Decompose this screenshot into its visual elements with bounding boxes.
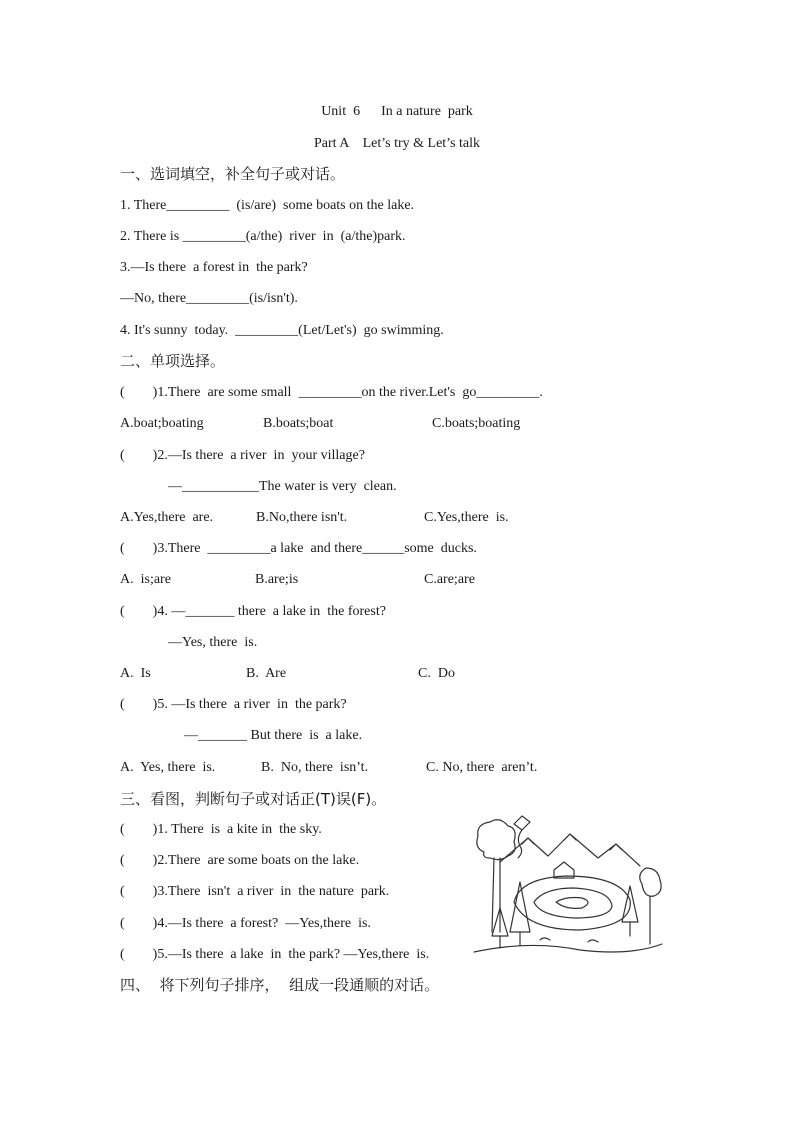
s2-q3-option-c: C.are;are	[424, 572, 475, 587]
s2-q4-answer-line: —Yes, there is.	[168, 635, 258, 650]
section-2-heading: 二、单项选择。	[120, 352, 226, 370]
s2-q2-option-c: C.Yes,there is.	[424, 510, 509, 525]
s1-line-5: 4. It's sunny today. _________(Let/Let's) go swimming.	[120, 323, 444, 338]
s2-q5-answer-line: —_______ But there is a lake.	[184, 728, 363, 743]
section-1-heading: 一、选词填空，补全句子或对话。	[120, 165, 346, 183]
s2-q3-option-b: B.are;is	[255, 572, 299, 587]
s2-q5-option-a: A. Yes, there is.	[120, 760, 216, 775]
s2-q2-option-b: B.No,there isn't.	[256, 510, 348, 525]
s2-q4-option-b: B. Are	[246, 666, 287, 681]
section-4-heading: 四、 将下列句子排序， 组成一段通顺的对话。	[120, 976, 440, 994]
s2-question-3: ( )3.There _________a lake and there______some ducks.	[120, 541, 477, 556]
s2-question-4: ( )4. —_______ there a lake in the forest?	[120, 604, 386, 619]
nature-park-illustration	[470, 812, 666, 958]
tree-left	[477, 820, 515, 932]
s2-q5-option-b: B. No, there isn’t.	[261, 760, 369, 775]
s1-line-1: 1. There_________ (is/are) some boats on the lake.	[120, 198, 415, 213]
s2-q1-option-c: C.boats;boating	[432, 416, 521, 431]
s2-question-1: ( )1.There are some small _________on the river.Let's go_________.	[120, 385, 543, 400]
s2-q1-option-a: A.boat;boating	[120, 416, 204, 431]
lake	[514, 876, 630, 930]
s2-question-5: ( )5. —Is there a river in the park?	[120, 697, 347, 712]
pine-trees	[492, 882, 638, 948]
s1-line-4: —No, there_________(is/isn't).	[120, 291, 298, 306]
s3-item-1: ( )1. There is a kite in the sky.	[120, 822, 322, 837]
s2-q2-answer-line: —___________The water is very clean.	[168, 479, 397, 494]
page-title: Unit 6 In a nature park	[321, 104, 473, 119]
page-subtitle: Part A Let’s try & Let’s talk	[313, 136, 481, 151]
s2-q4-option-c: C. Do	[418, 666, 455, 681]
s3-item-4: ( )4.—Is there a forest? —Yes,there is.	[120, 916, 371, 931]
s2-q5-option-c: C. No, there aren’t.	[426, 760, 538, 775]
s2-q1-option-b: B.boats;boat	[263, 416, 334, 431]
s3-item-2: ( )2.There are some boats on the lake.	[120, 853, 360, 868]
section-3-heading: 三、看图，判断句子或对话正(T)误(F)。	[120, 790, 387, 808]
tree-right	[640, 868, 661, 944]
kite-icon	[514, 816, 530, 858]
s2-q2-option-a: A.Yes,there are.	[120, 510, 214, 525]
s2-q3-option-a: A. is;are	[120, 572, 171, 587]
s3-item-5: ( )5.—Is there a lake in the park? —Yes,there is.	[120, 947, 430, 962]
s3-item-3: ( )3.There isn't a river in the nature park.	[120, 884, 390, 899]
s2-question-2: ( )2.—Is there a river in your village?	[120, 448, 365, 463]
s2-q4-option-a: A. Is	[120, 666, 151, 681]
s1-line-2: 2. There is _________(a/the) river in (a/the)park.	[120, 229, 406, 244]
s1-line-3: 3.—Is there a forest in the park?	[120, 260, 308, 275]
